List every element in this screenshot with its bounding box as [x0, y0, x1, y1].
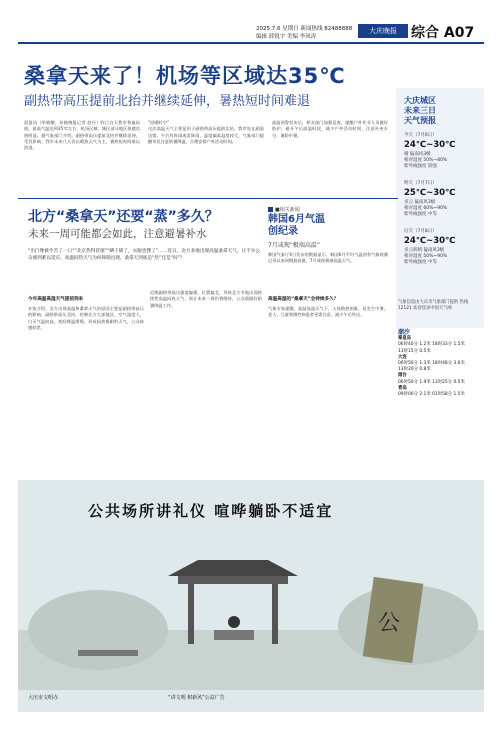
related-article-title: 韩国6月气温 创纪录 [268, 214, 325, 237]
headline-subtitle: 副热带高压提前北抬并继续延伸，暑热短时间难退 [24, 94, 311, 109]
top-article-col2: “回暖时空” 这次高温天气主要是由于副热带高压提前北抬，我市处在副高边缘，午后有阵雨或雷阵雨，温度偏高湿度较大，气象部门提醒市民注意防暑降温，合理安排户外活动时间。 [148, 120, 264, 144]
tide-entry [398, 386, 482, 398]
tide-times: 06时50分 1.3米 18时48分 3.6米 13时20分 0.8米 [398, 361, 465, 373]
weather-day-detail: 晴 偏南风3级 相对湿度 50%~80% 紫外线强度 较强 [404, 152, 448, 169]
weather-day-1 [404, 132, 480, 170]
second-article-col2: 近期副热带高压强度偏强，位置偏北，导致北方多地出现持续性高温闷热天气，预计未来一周仍将维持，公众需做好防暑降温工作。 [150, 290, 262, 308]
header-rule [18, 42, 484, 44]
ad-title: 公共场所讲礼仪 喧哗躺卧不适宜 [88, 502, 334, 520]
square-bullet-icon [268, 207, 273, 212]
weather-day-label: 明天（7月7日） [404, 181, 437, 186]
top-article-col3: 高温预警发布后，相关部门加强巡查，提醒户外作业人员做好防护，避开午后高温时段，减少户外活动时间，注意补充水分，谨防中暑。 [272, 120, 388, 138]
weather-day-detail: 多云转晴 偏南风3级 相对湿度 50%~90% 紫外线强度 中等 [404, 248, 448, 265]
related-article-subtitle: 7月或现“极端高温” [268, 242, 321, 249]
weather-day-label: 后天（7月8日） [404, 229, 437, 234]
weather-day-temp: 24℃~30℃ [404, 236, 456, 246]
weather-day-2 [404, 180, 480, 218]
ad-footer [18, 690, 484, 710]
headline-title: 桑拿天来了！机场等区域达35℃ [24, 64, 346, 88]
section-label: 综合 A07 [411, 25, 475, 41]
second-article-col1: 专家介绍，北方出现高温和桑拿天气的原因主要是副热带高压的影响。副热带高压北抬，控制北方大部地区，空气湿度大，白天气温较高，夜间降温缓慢，形成闷热难耐的天气，公众体感较差。 [28, 306, 144, 330]
tide-table [398, 330, 482, 398]
weather-day-temp: 24℃~30℃ [404, 140, 456, 150]
tide-times: 06时50分 1.9米 13时25分 0.5米 [398, 379, 465, 385]
weather-day-detail: 多云 偏南风3级 相对湿度 60%~90% 紫外线强度 中等 [404, 200, 448, 217]
weather-forecast-box [396, 88, 484, 328]
header-editor: 编辑 薛锐宇 美编 李凤涛 [256, 34, 317, 40]
related-news-label [268, 206, 300, 213]
weather-day-3 [404, 228, 480, 266]
tide-location: 大连 [398, 354, 407, 360]
tide-location: 秦皇岛 [398, 336, 412, 342]
related-article-body: 韩国气象厅4日发布的数据显示，韩国6月平均气温创有气象观测记录以来同期最高值，7月或现极端高温天气。 [268, 252, 388, 264]
top-article-col1: 晨报讯（毕晓鹏、孙晓梅报记者 赵丹）昨日白天我市普遍闷热，最高气温达到35℃左右，机场区域、城区部分地区体感炎热明显。据气象部门介绍，副热带高压提前北抬并继续延伸，受其影响，我市未来几天仍以晴热天气为主，暑热短时间难以消退。 [24, 120, 140, 151]
second-article-title: 北方“桑拿天”还要“蒸”多久？ [28, 209, 219, 225]
tide-entry [398, 355, 482, 374]
tide-entry [398, 336, 482, 355]
tide-times: 09时00分 2.1米 01时58分 1.5米 [398, 392, 465, 398]
second-article-subhead-1: 今年高温高湿天气提前到来 [28, 297, 84, 302]
weather-day-temp: 25℃~30℃ [404, 188, 456, 198]
second-article-subtitle: 未来一周可能都会如此，注意避暑补水 [28, 228, 207, 240]
weather-day-label: 今天（7月6日） [404, 133, 437, 138]
svg-text:公: 公 [378, 611, 401, 636]
public-service-ad [18, 480, 484, 712]
tide-location: 烟台 [398, 373, 407, 379]
second-article-col3: 气象专家提醒，高温高湿天气下，人体散热困难，易发生中暑，老人、儿童和慢性病患者更需注意，减少午后外出。 [268, 306, 388, 318]
tide-heading: 潮汐 [398, 329, 411, 336]
weather-contact-note: 气象信息由大庆市气象部门提供 热线 12121 欢迎登录中国天气网 [398, 300, 469, 311]
ad-organization: 大庆市文明办 [28, 695, 59, 701]
page-header [18, 20, 484, 42]
tide-entry [398, 373, 482, 385]
tide-location: 青岛 [398, 385, 407, 391]
ad-slogan: “讲文明 树新风”公益广告 [168, 695, 225, 701]
related-news-text: ■相关新闻 [275, 207, 300, 213]
second-article-lead: “出门像被牛舌了一口”“北京热得冒烟”“晒干锦了，衣服也馊了”……近日，北方多地出现高温桑拿天气，让不少公众感到难以适应。高温闷热天气为何频频出现，桑拿天到底是“热”还是“闷”？ [28, 249, 260, 261]
tide-times: 06时40分 1.2米 18时33分 1.5米 13时15分 0.5米 [398, 342, 465, 354]
weather-title: 大庆城区 未来三日 天气预报 [404, 96, 436, 125]
header-date: 2025.7.6 星期日 新闻热线 82488888 [256, 26, 353, 32]
paper-logo: 大庆晚报 [358, 24, 408, 38]
second-article-subhead-2: 高温高湿的“桑拿天”会持续多久？ [268, 297, 339, 302]
section-divider [18, 198, 398, 199]
